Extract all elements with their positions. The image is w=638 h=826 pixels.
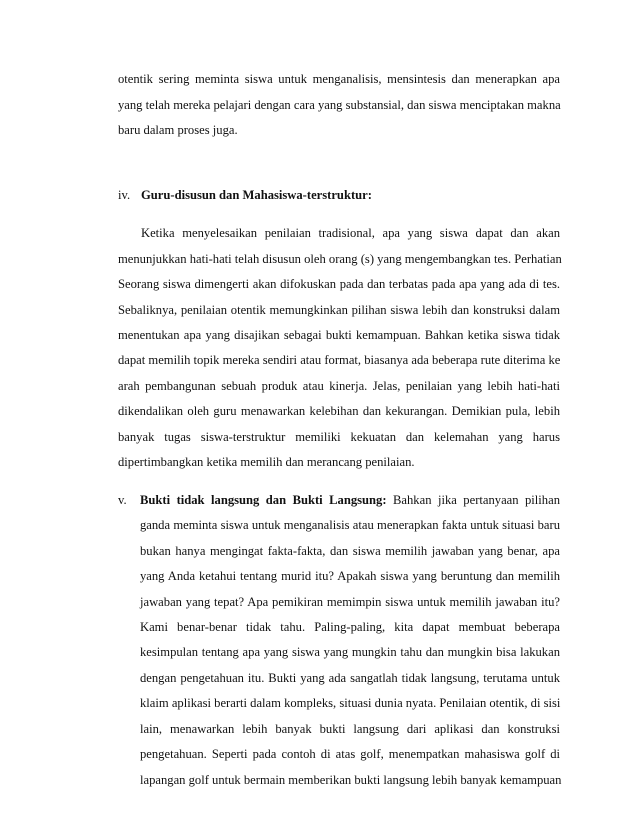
paragraph-line: Seorang siswa dimengerti akan difokuskan pada dan terbatas pada apa yang ada di tes.: [118, 277, 560, 291]
section-v-first-line: [140, 493, 560, 508]
paragraph-line: kesimpulan tentang apa yang siswa yang mungkin tahu dan mungkin bisa lakukan: [140, 645, 560, 659]
section-number: iv.: [118, 188, 131, 202]
paragraph-line: Kami benar-benar tidak tahu. Paling-paling, kita dapat membuat beberapa: [140, 620, 560, 634]
section-iv-heading: [118, 188, 372, 203]
paragraph-line: dapat memilih topik mereka sendiri atau format, biasanya ada beberapa rute diterima ke: [118, 353, 561, 367]
paragraph-line: dengan pengetahuan itu. Bukti yang ada sangatlah tidak langsung, terutama untuk: [140, 671, 560, 685]
paragraph-line: jawaban yang tepat? Apa pemikiran memimpin siswa untuk memilih jawaban itu?: [140, 595, 560, 609]
paragraph-text: Bahkan jika pertanyaan pilihan: [393, 493, 560, 507]
paragraph-line: Sebaliknya, penilaian otentik memungkinkan pilihan siswa lebih dan konstruksi dalam: [118, 303, 560, 317]
section-title: Bukti tidak langsung dan Bukti Langsung:: [140, 493, 387, 507]
paragraph-line: lain, menawarkan lebih banyak bukti langsung dari aplikasi dan konstruksi: [140, 722, 560, 736]
paragraph-line: arah pembangunan sebuah produk atau kinerja. Jelas, penilaian yang lebih hati-hati: [118, 379, 560, 393]
section-title: Guru-disusun dan Mahasiswa-terstruktur:: [141, 188, 372, 202]
paragraph-line: menentukan apa yang disajikan sebagai bukti kemampuan. Bahkan ketika siswa tidak: [118, 328, 560, 342]
paragraph-line: ganda meminta siswa untuk menganalisis atau menerapkan fakta untuk situasi baru: [140, 518, 560, 532]
paragraph-line: dipertimbangkan ketika memilih dan merancang penilaian.: [118, 455, 415, 469]
paragraph-line: yang telah mereka pelajari dengan cara yang substansial, dan siswa menciptakan makna: [118, 98, 561, 112]
paragraph-line: pengetahuan. Seperti pada contoh di atas golf, menempatkan mahasiswa golf di: [140, 747, 560, 761]
paragraph-line: baru dalam proses juga.: [118, 123, 238, 137]
section-number: v.: [118, 493, 127, 507]
paragraph-line: yang Anda ketahui tentang murid itu? Apakah siswa yang beruntung dan memilih: [140, 569, 560, 583]
paragraph-line: bukan hanya mengingat fakta-fakta, dan siswa memilih jawaban yang benar, apa: [140, 544, 560, 558]
paragraph-line: banyak tugas siswa-terstruktur memiliki kekuatan dan kelemahan yang harus: [118, 430, 560, 444]
paragraph-line: klaim aplikasi berarti dalam kompleks, situasi dunia nyata. Penilaian otentik, di sisi: [140, 696, 561, 710]
paragraph-line: lapangan golf untuk bermain memberikan bukti langsung lebih banyak kemampuan: [140, 773, 562, 787]
paragraph-line: otentik sering meminta siswa untuk menganalisis, mensintesis dan menerapkan apa: [118, 72, 560, 86]
paragraph-line: menunjukkan hati-hati telah disusun oleh orang (s) yang mengembangkan tes. Perhatian: [118, 252, 562, 266]
paragraph-line: Ketika menyelesaikan penilaian tradisional, apa yang siswa dapat dan akan: [141, 226, 560, 240]
paragraph-line: dikendalikan oleh guru menawarkan kelebihan dan kekurangan. Demikian pula, lebih: [118, 404, 560, 418]
